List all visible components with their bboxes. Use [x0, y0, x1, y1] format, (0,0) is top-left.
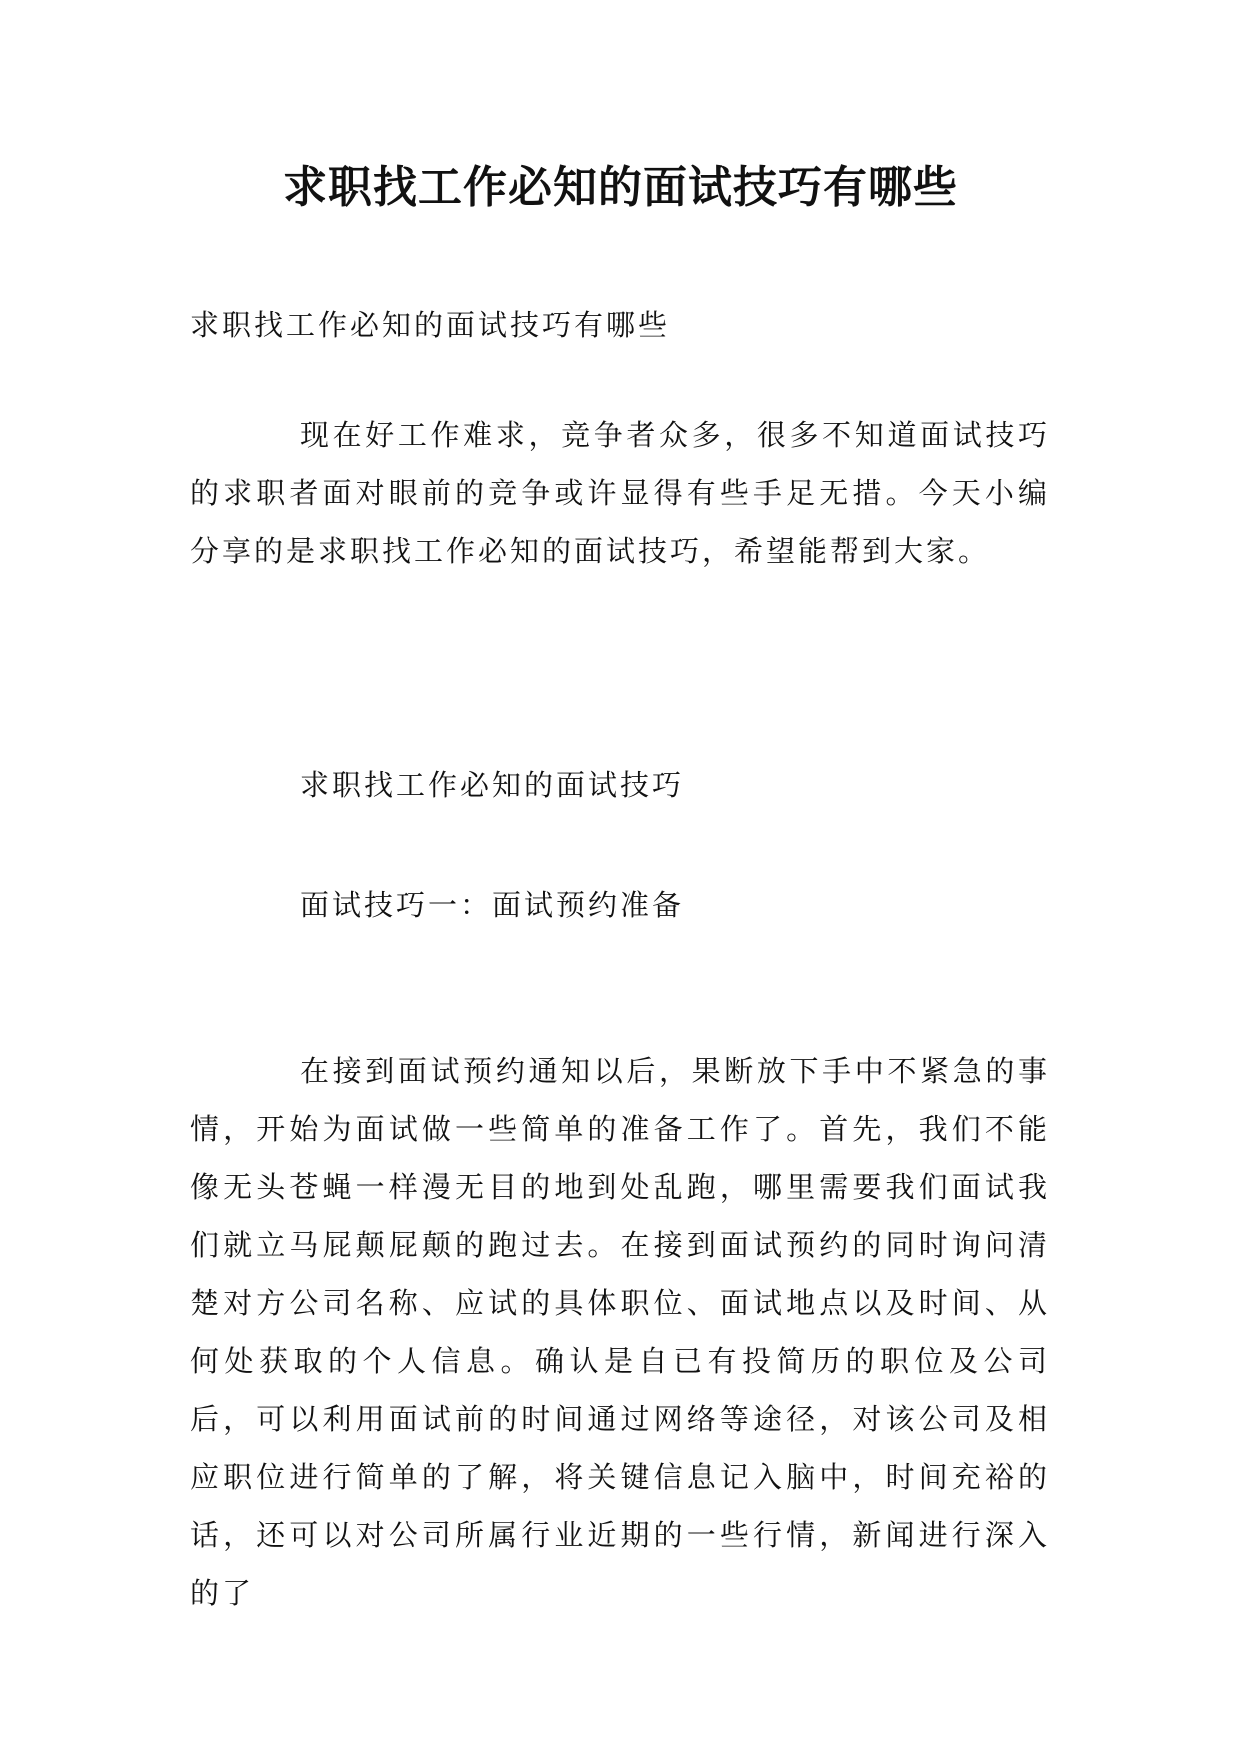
- document-subtitle: 求职找工作必知的面试技巧有哪些: [190, 308, 671, 342]
- document-title: 求职找工作必知的面试技巧有哪些: [283, 162, 958, 213]
- section-heading: 求职找工作必知的面试技巧: [300, 768, 685, 802]
- tip-body-paragraph: 在接到面试预约通知以后，果断放下手中不紧急的事情，开始为面试做一些简单的准备工作了。首先，我们不能像无头苍蝇一样漫无目的地到处乱跑，哪里需要我们面试我们就立马屁颠屁颠的跑过去。在接到面试预约的同时询问清楚对方公司名称、应试的具体职位、面试地点以及时间、从何处获取的个人信息。确认是自已有投简历的职位及公司后，可以利用面试前的时间通过网络等途径，对该公司及相应职位进行简单的了解，将关键信息记入脑中，时间充裕的话，还可以对公司所属行业近期的一些行情，新闻进行深入的了: [190, 1054, 1050, 1610]
- tip-heading: 面试技巧一：面试预约准备: [300, 888, 685, 922]
- intro-paragraph: 现在好工作难求，竞争者众多，很多不知道面试技巧的求职者面对眼前的竞争或许显得有些手足无措。今天小编分享的是求职找工作必知的面试技巧，希望能帮到大家。: [190, 418, 1050, 568]
